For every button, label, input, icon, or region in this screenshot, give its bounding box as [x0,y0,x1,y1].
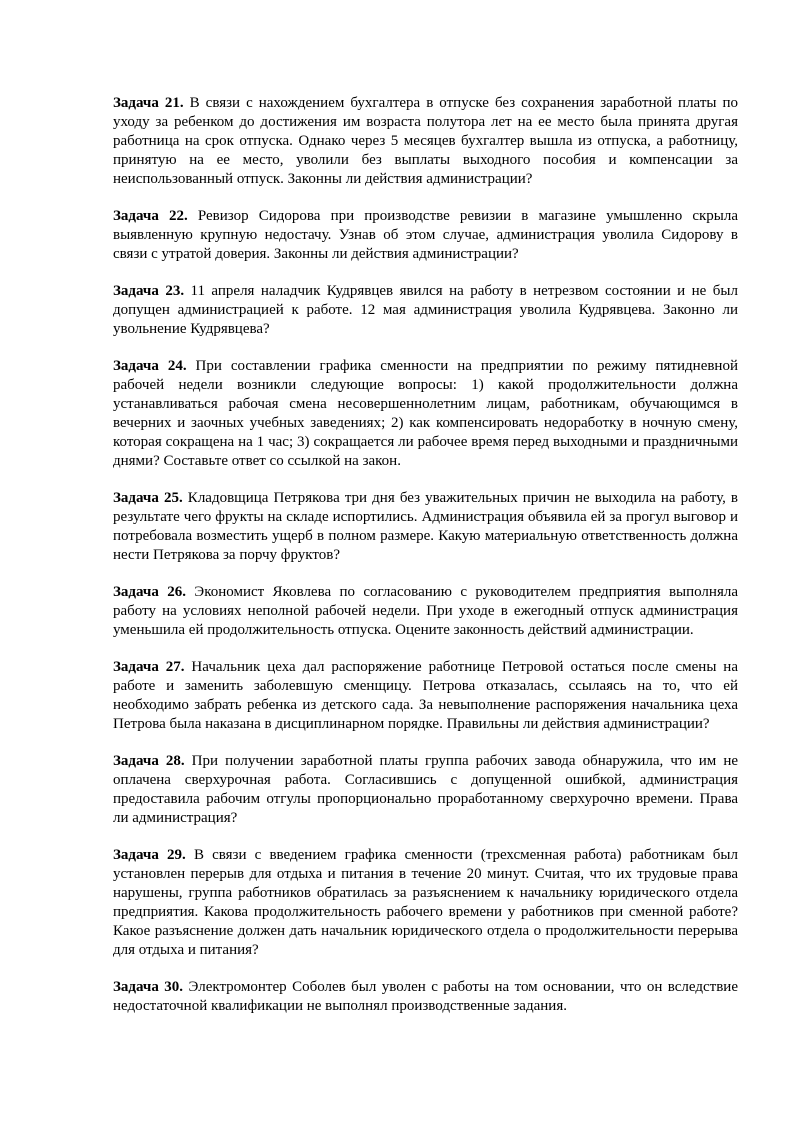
task-text: При получении заработной платы группа рабочих завода обнаружила, что им не оплачена сверхурочная работа. Согласившись с допущенной ошибкой, администрация предоставила рабочим отгулы пропорционально проработанному сверхурочно времени. Права ли администрация? [113,753,739,826]
task-text: 11 апреля наладчик Кудрявцев явился на работу в нетрезвом состоянии и не был допущен администрацией к работе. 12 мая администрация уволила Кудрявцева. Законно ли увольнение Кудрявцева? [113,283,738,337]
task-text: Начальник цеха дал распоряжение работнице Петровой остаться после смены на работе и заменить заболевшую сменщицу. Петрова отказалась, ссылаясь на то, что ей необходимо забрать ребенка из детского сада. За невыполнение распоряжения начальника цеха Петрова была наказана в дисциплинарном порядке. Правильны ли действия администрации? [113,659,738,732]
task-label: Задача 28. [113,753,185,769]
task-label: Задача 24. [113,358,187,374]
task-28 [113,752,738,828]
task-text: В связи с нахождением бухгалтера в отпуске без сохранения заработной платы по уходу за ребенком до достижения им возраста полутора лет на ее место была принята другая работница на срок отпуска. Однако через 5 месяцев бухгалтер вышла из отпуска, а работницу, принятую на ее место, уволили без выплаты выходного пособия и компенсации за неиспользованный отпуск. Законны ли действия администрации? [113,95,738,187]
task-23 [113,282,738,339]
task-label: Задача 25. [113,490,183,506]
task-25 [113,489,738,565]
task-27 [113,658,738,734]
document-page [113,94,738,1034]
task-label: Задача 21. [113,95,184,111]
task-label: Задача 29. [113,847,186,863]
task-label: Задача 26. [113,584,186,600]
task-21 [113,94,738,189]
task-label: Задача 27. [113,659,185,675]
task-label: Задача 23. [113,283,185,299]
task-text: Кладовщица Петрякова три дня без уважительных причин не выходила на работу, в результате чего фрукты на складе испортились. Администрация объявила ей за прогул выговор и потребовала возместить ущерб в полном размере. Какую материальную ответственность должна нести Петрякова за порчу фруктов? [113,490,739,563]
task-text: При составлении графика сменности на предприятии по режиму пятидневной рабочей недели возникли следующие вопросы: 1) какой продолжительности должна устанавливаться рабочая смена несовершеннолетним лицам, работникам, обучающимся в вечерних и заочных учебных заведениях; 2) как компенсировать недоработку в ночную смену, которая сокращена на 1 час; 3) сокращается ли рабочее время перед выходными и праздничными днями? Составьте ответ со ссылкой на закон. [113,358,738,469]
task-26 [113,583,738,640]
task-text: Ревизор Сидорова при производстве ревизии в магазине умышленно скрыла выявленную крупную недостачу. Узнав об этом случае, администрация уволила Сидорову в связи с утратой доверия. Законны ли действия администрации? [113,208,738,262]
task-text: Экономист Яковлева по согласованию с руководителем предприятия выполняла работу на условиях неполной рабочей недели. При уходе в ежегодный отпуск администрация уменьшила ей продолжительность отпуска. Оцените законность действий администрации. [113,584,738,638]
task-22 [113,207,738,264]
task-30 [113,978,738,1016]
task-29 [113,846,738,960]
task-text: В связи с введением графика сменности (трехсменная работа) работникам был установлен перерыв для отдыха и питания в течение 20 минут. Считая, что их трудовые права нарушены, группа работников обратилась за разъяснением к начальнику юридического отдела предприятия. Какова продолжительность рабочего времени у работников при сменной работе? Какое разъяснение должен дать начальник юридического отдела о продолжительности перерыва для отдыха и питания? [113,847,738,958]
task-label: Задача 22. [113,208,188,224]
task-text: Электромонтер Соболев был уволен с работы на том основании, что он вследствие недостаточной квалификации не выполнял производственные задания. [113,979,738,1014]
task-label: Задача 30. [113,979,184,995]
task-24 [113,357,738,471]
